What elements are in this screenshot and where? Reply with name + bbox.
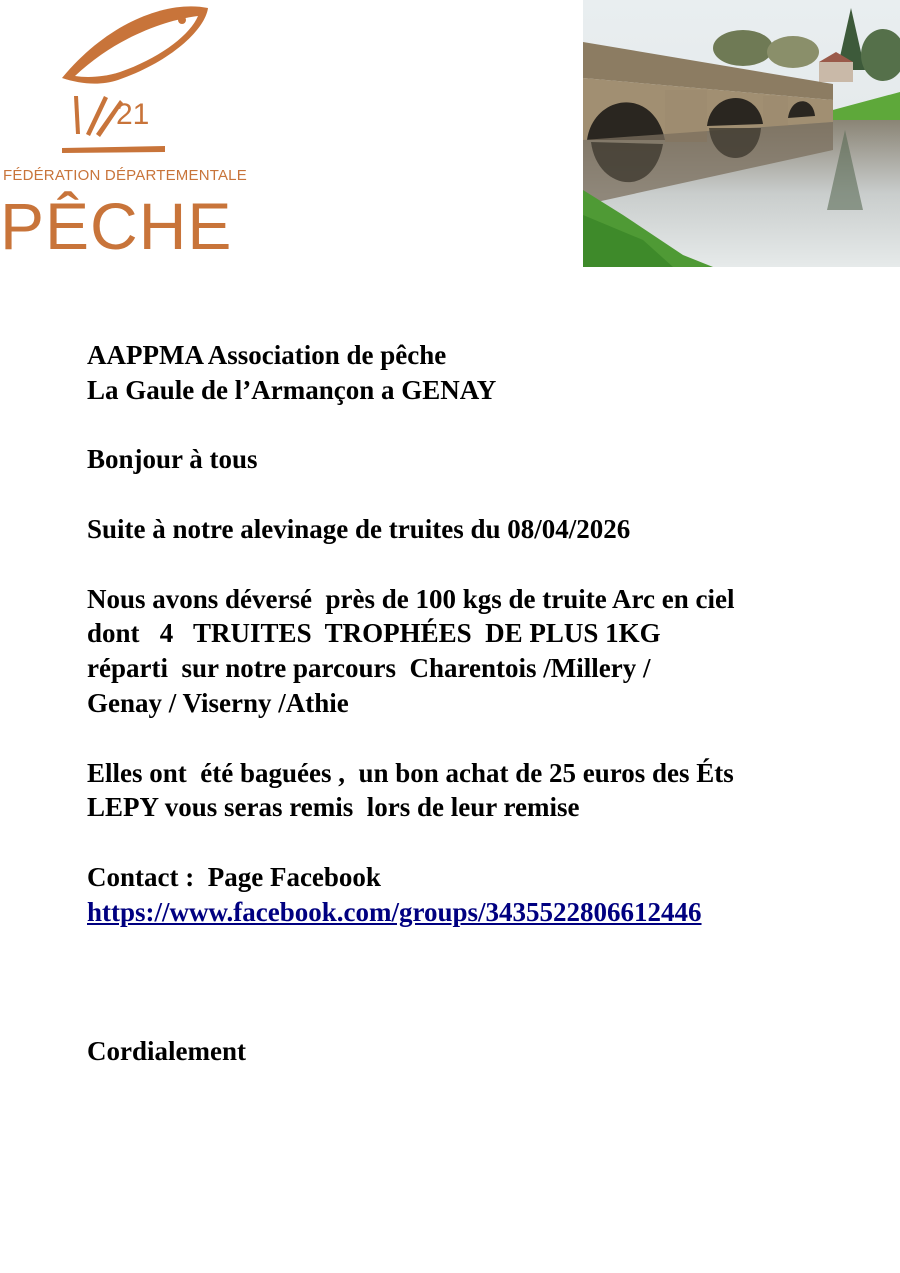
organization-line-2: La Gaule de l’Armançon a GENAY bbox=[87, 374, 497, 405]
federation-logo bbox=[0, 0, 247, 263]
paragraph-1-line-3: réparti sur notre parcours Charentois /Millery / bbox=[87, 653, 651, 684]
paragraph-1-line-4: Genay / Viserny /Athie bbox=[87, 687, 349, 718]
paragraph-1-line-2: dont 4 TRUITES TROPHÉES DE PLUS 1KG bbox=[87, 618, 661, 649]
bridge-river-image bbox=[583, 0, 900, 267]
greeting: Bonjour à tous bbox=[87, 444, 258, 475]
logo-number: 21 bbox=[116, 98, 150, 131]
intro-line: Suite à notre alevinage de truites du 08/04/2026 bbox=[87, 513, 631, 544]
paragraph-2-line-2: LEPY vous seras remis lors de leur remise bbox=[87, 792, 580, 823]
closing: Cordialement bbox=[87, 1035, 246, 1066]
organization-line-1: AAPPMA Association de pêche bbox=[87, 340, 447, 370]
paragraph-2-line-1: Elles ont été baguées , un bon achat de 25 euros des Éts bbox=[87, 757, 734, 788]
contact-line: Contact : Page Facebook bbox=[87, 861, 381, 892]
logo-federation-text: FÉDÉRATION DÉPARTEMENTALE bbox=[3, 167, 247, 184]
facebook-group-link[interactable]: https://www.facebook.com/groups/3435522806612446 bbox=[87, 896, 702, 927]
logo-title: PÊCHE bbox=[0, 189, 233, 263]
letter-body bbox=[87, 338, 847, 1068]
paragraph-1-line-1: Nous avons déversé près de 100 kgs de truite Arc en ciel bbox=[87, 583, 735, 614]
fish-logo-icon bbox=[0, 0, 218, 170]
bridge-photo bbox=[583, 0, 900, 267]
